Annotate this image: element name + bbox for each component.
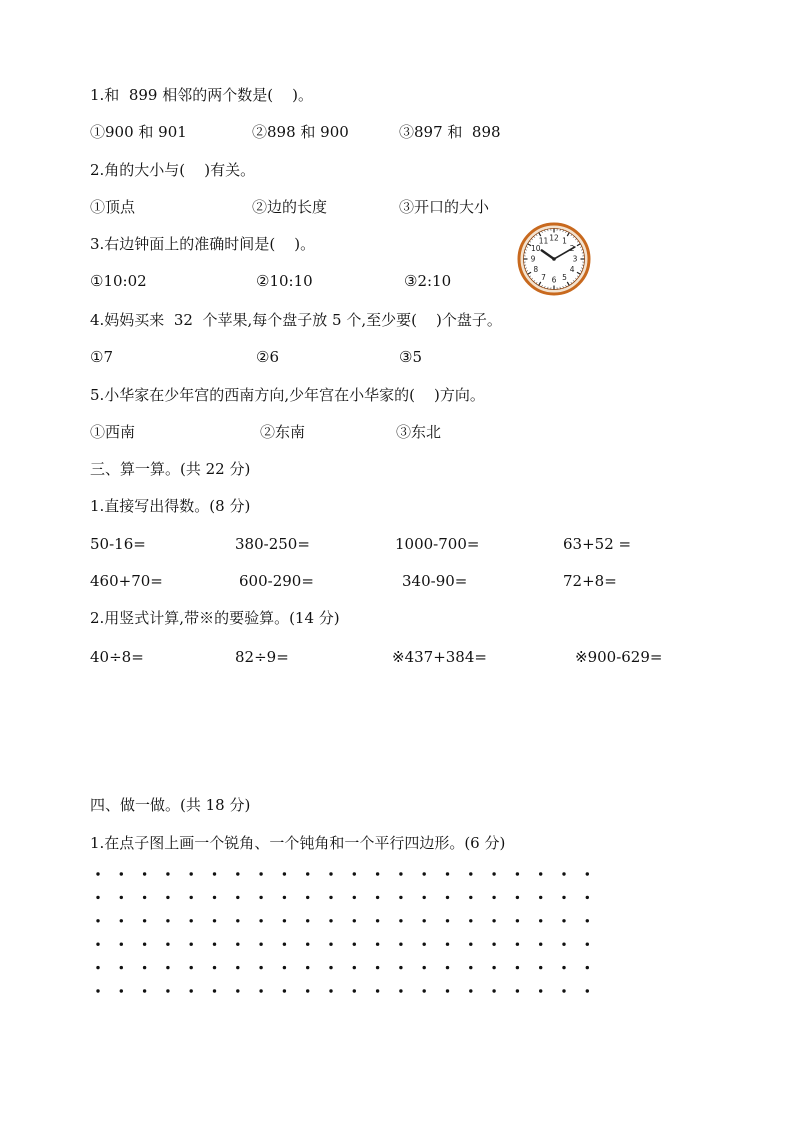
calc-item: 380-250= xyxy=(235,535,310,553)
grid-dot xyxy=(469,919,472,922)
grid-dot xyxy=(306,919,309,922)
q3-option-2: ②10:10 xyxy=(256,272,313,290)
grid-dot xyxy=(562,989,565,992)
grid-dot xyxy=(213,919,216,922)
grid-dot xyxy=(213,943,216,946)
grid-dot xyxy=(329,896,332,899)
grid-dot xyxy=(306,896,309,899)
grid-dot xyxy=(236,943,239,946)
clock-number: 4 xyxy=(569,265,575,275)
grid-dot xyxy=(469,896,472,899)
q4-option-1: ①7 xyxy=(90,348,113,366)
grid-dot xyxy=(236,896,239,899)
clock-number: 10 xyxy=(531,244,541,254)
grid-dot xyxy=(143,872,146,875)
grid-dot xyxy=(236,966,239,969)
grid-dot xyxy=(120,896,123,899)
question-5: 5.小华家在少年宫的西南方向,少年宫在小华家的( )方向。 xyxy=(90,386,485,404)
question-4: 4.妈妈买来 32 个苹果,每个盘子放 5 个,至少要( )个盘子。 xyxy=(90,311,502,329)
grid-dot xyxy=(539,943,542,946)
grid-dot xyxy=(143,966,146,969)
section-4-title: 四、做一做。(共 18 分) xyxy=(90,796,251,814)
grid-dot xyxy=(353,943,356,946)
grid-dot xyxy=(516,989,519,992)
grid-dot xyxy=(143,989,146,992)
grid-dot xyxy=(516,896,519,899)
grid-dot xyxy=(516,943,519,946)
section-3-part-2-title: 2.用竖式计算,带※的要验算。(14 分) xyxy=(90,609,340,627)
grid-dot xyxy=(399,919,402,922)
q3-option-1: ①10:02 xyxy=(90,272,147,290)
grid-dot xyxy=(399,943,402,946)
grid-dot xyxy=(213,896,216,899)
calc-item: 460+70= xyxy=(90,572,163,590)
section-4-part-1-title: 1.在点子图上画一个锐角、一个钝角和一个平行四边形。(6 分) xyxy=(90,834,506,852)
grid-dot xyxy=(446,989,449,992)
vertical-calc-item: 40÷8= xyxy=(90,648,144,666)
clock-number: 11 xyxy=(538,236,549,246)
grid-dot xyxy=(586,896,589,899)
calc-item: 340-90= xyxy=(402,572,468,590)
grid-dot xyxy=(492,989,495,992)
grid-dot xyxy=(283,989,286,992)
grid-dot xyxy=(353,896,356,899)
grid-dot xyxy=(190,896,193,899)
clock-number: 12 xyxy=(549,233,559,243)
grid-dot xyxy=(283,966,286,969)
grid-dot xyxy=(166,943,169,946)
grid-dot xyxy=(539,989,542,992)
grid-dot xyxy=(492,919,495,922)
grid-dot xyxy=(562,896,565,899)
grid-dot xyxy=(283,943,286,946)
grid-dot xyxy=(283,896,286,899)
calc-item: 600-290= xyxy=(239,572,314,590)
q5-option-2: ②东南 xyxy=(260,423,306,441)
grid-dot xyxy=(399,872,402,875)
grid-dot xyxy=(586,989,589,992)
grid-dot xyxy=(143,943,146,946)
grid-dot xyxy=(329,943,332,946)
grid-dot xyxy=(446,896,449,899)
grid-dot xyxy=(213,872,216,875)
grid-dot xyxy=(190,966,193,969)
clock-number: 7 xyxy=(541,272,546,282)
grid-dot xyxy=(283,872,286,875)
question-2: 2.角的大小与( )有关。 xyxy=(90,161,256,179)
grid-dot xyxy=(213,966,216,969)
grid-dot xyxy=(120,872,123,875)
clock-number: 1 xyxy=(562,236,567,246)
grid-dot xyxy=(120,919,123,922)
vertical-calc-item: ※900-629= xyxy=(575,648,663,666)
dot-grid[interactable] xyxy=(92,866,602,996)
calc-item: 50-16= xyxy=(90,535,146,553)
grid-dot xyxy=(120,943,123,946)
grid-dot xyxy=(586,919,589,922)
grid-dot xyxy=(143,896,146,899)
q1-option-1: ①900 和 901 xyxy=(90,123,187,141)
grid-dot xyxy=(306,872,309,875)
grid-dot xyxy=(423,989,426,992)
grid-dot xyxy=(353,919,356,922)
vertical-calc-item: ※437+384= xyxy=(392,648,487,666)
grid-dot xyxy=(190,989,193,992)
question-1: 1.和 899 相邻的两个数是( )。 xyxy=(90,86,314,104)
grid-dot xyxy=(516,872,519,875)
grid-dot xyxy=(539,919,542,922)
grid-dot xyxy=(236,919,239,922)
q1-option-2: ②898 和 900 xyxy=(252,123,349,141)
clock-number: 9 xyxy=(530,254,536,264)
grid-dot xyxy=(353,872,356,875)
grid-dot xyxy=(586,872,589,875)
q1-option-3: ③897 和 898 xyxy=(399,123,501,141)
grid-dot xyxy=(492,872,495,875)
grid-dot xyxy=(562,919,565,922)
grid-dot xyxy=(306,943,309,946)
grid-dot xyxy=(539,872,542,875)
grid-dot xyxy=(562,943,565,946)
grid-dot xyxy=(259,872,262,875)
grid-dot xyxy=(353,966,356,969)
grid-dot xyxy=(166,872,169,875)
grid-dot xyxy=(399,989,402,992)
clock-number: 6 xyxy=(551,275,557,285)
grid-dot xyxy=(353,989,356,992)
grid-dot xyxy=(166,896,169,899)
grid-dot xyxy=(539,896,542,899)
q3-option-3: ③2:10 xyxy=(404,272,452,290)
grid-dot xyxy=(259,943,262,946)
grid-dot xyxy=(376,943,379,946)
q5-option-3: ③东北 xyxy=(396,423,442,441)
grid-dot xyxy=(166,989,169,992)
section-3-title: 三、算一算。(共 22 分) xyxy=(90,460,251,478)
grid-dot xyxy=(376,966,379,969)
grid-dot xyxy=(236,872,239,875)
section-3-part-1-title: 1.直接写出得数。(8 分) xyxy=(90,497,251,515)
grid-dot xyxy=(492,943,495,946)
grid-dot xyxy=(516,919,519,922)
clock-number: 5 xyxy=(562,272,567,282)
grid-dot xyxy=(376,919,379,922)
q4-option-2: ②6 xyxy=(256,348,279,366)
grid-dot xyxy=(562,872,565,875)
q2-option-1: ①顶点 xyxy=(90,198,136,216)
clock-number: 3 xyxy=(572,254,578,264)
grid-dot xyxy=(96,966,99,969)
grid-dot xyxy=(259,989,262,992)
grid-dot xyxy=(213,989,216,992)
grid-dot xyxy=(469,989,472,992)
grid-dot xyxy=(423,943,426,946)
grid-dot xyxy=(120,989,123,992)
grid-dot xyxy=(376,989,379,992)
grid-dot xyxy=(96,989,99,992)
grid-dot xyxy=(469,943,472,946)
grid-dot xyxy=(562,966,565,969)
q5-option-1: ①西南 xyxy=(90,423,136,441)
grid-dot xyxy=(539,966,542,969)
grid-dot xyxy=(423,966,426,969)
q2-option-2: ②边的长度 xyxy=(252,198,328,216)
clock-center xyxy=(552,257,556,261)
grid-dot xyxy=(166,919,169,922)
grid-dot xyxy=(399,896,402,899)
grid-dot xyxy=(446,872,449,875)
grid-dot xyxy=(190,943,193,946)
grid-dot xyxy=(259,919,262,922)
grid-dot xyxy=(236,989,239,992)
grid-dot xyxy=(190,919,193,922)
grid-dot xyxy=(446,943,449,946)
question-3: 3.右边钟面上的准确时间是( )。 xyxy=(90,235,316,253)
grid-dot xyxy=(376,872,379,875)
grid-dot xyxy=(96,919,99,922)
grid-dot xyxy=(166,966,169,969)
grid-dot xyxy=(190,872,193,875)
grid-dot xyxy=(329,872,332,875)
grid-dot xyxy=(96,896,99,899)
grid-dot xyxy=(492,896,495,899)
q4-option-3: ③5 xyxy=(399,348,422,366)
grid-dot xyxy=(586,966,589,969)
grid-dot xyxy=(423,872,426,875)
grid-dot xyxy=(259,966,262,969)
grid-dot xyxy=(329,919,332,922)
grid-dot xyxy=(586,943,589,946)
grid-dot xyxy=(96,943,99,946)
grid-dot xyxy=(329,989,332,992)
grid-dot xyxy=(283,919,286,922)
grid-dot xyxy=(469,966,472,969)
grid-dot xyxy=(143,919,146,922)
grid-dot xyxy=(446,966,449,969)
clock-number: 8 xyxy=(533,265,539,275)
grid-dot xyxy=(120,966,123,969)
clock-face xyxy=(517,222,591,296)
grid-dot xyxy=(96,872,99,875)
vertical-calc-item: 82÷9= xyxy=(235,648,289,666)
calc-item: 72+8= xyxy=(563,572,617,590)
grid-dot xyxy=(423,919,426,922)
grid-dot xyxy=(399,966,402,969)
grid-dot xyxy=(306,989,309,992)
calc-item: 1000-700= xyxy=(395,535,480,553)
grid-dot xyxy=(376,896,379,899)
grid-dot xyxy=(469,872,472,875)
grid-dot xyxy=(516,966,519,969)
q2-option-3: ③开口的大小 xyxy=(399,198,490,216)
grid-dot xyxy=(446,919,449,922)
grid-dot xyxy=(259,896,262,899)
calc-item: 63+52 = xyxy=(563,535,632,553)
grid-dot xyxy=(492,966,495,969)
grid-dot xyxy=(306,966,309,969)
grid-dot xyxy=(423,896,426,899)
grid-dot xyxy=(329,966,332,969)
